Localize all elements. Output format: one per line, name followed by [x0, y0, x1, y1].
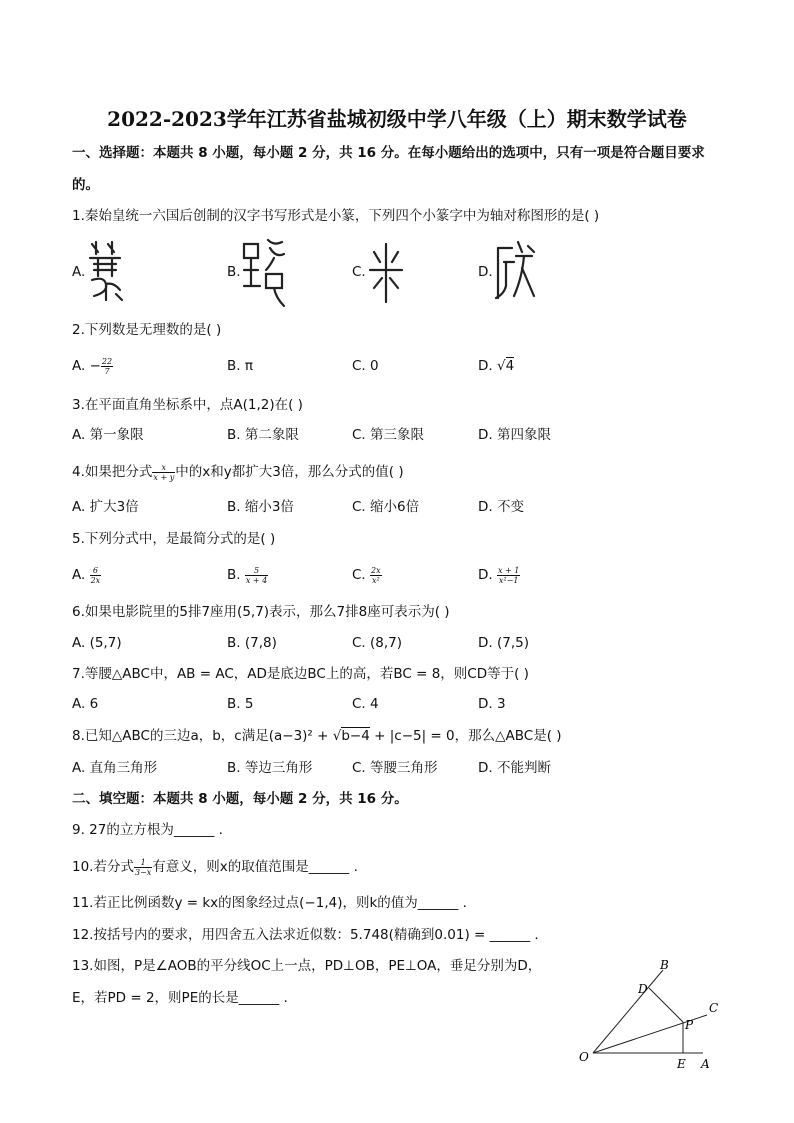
q8-option-d: D. 不能判断 — [478, 760, 551, 776]
q4-stem — [72, 462, 404, 482]
angle-bisector-figure — [575, 955, 725, 1075]
q4-option-b: B. 缩小3倍 — [227, 499, 294, 515]
q3-option-a: A. 第一象限 — [72, 427, 144, 443]
q5-option-b — [227, 565, 268, 585]
q5-option-b-label: B. — [227, 567, 241, 583]
q5-option-c-label: C. — [352, 567, 366, 583]
q5-option-c — [352, 565, 382, 585]
q1-stem: 1.秦始皇统一六国后创制的汉字书写形式是小篆，下列四个小篆字中为轴对称图形的是( ) — [72, 208, 600, 224]
sqrt-icon: √ — [496, 358, 506, 374]
fraction-numerator: 2x — [371, 565, 381, 575]
q1-option-b-label: B. — [227, 264, 241, 280]
q10-stem-post: 有意义，则x的取值范围是______ . — [152, 859, 358, 875]
q7-option-b: B. 5 — [227, 696, 254, 712]
seal-zhuan-icon — [86, 238, 126, 302]
q3-stem: 3.在平面直角坐标系中，点A(1,2)在( ) — [72, 397, 303, 413]
q4-stem-post: 中的x和y都扩大3倍，那么分式的值( ) — [175, 464, 404, 480]
fraction — [101, 357, 113, 376]
fraction-denominator: 2x — [90, 575, 101, 585]
q4-option-c: C. 缩小6倍 — [352, 499, 420, 515]
radicand: 4 — [505, 358, 515, 374]
fraction-denominator: x + y — [153, 472, 175, 482]
q8-option-c: C. 等腰三角形 — [352, 760, 438, 776]
section1-heading-line1: 一、选择题：本题共 8 小题，每小题 2 分，共 16 分。在每小题给出的选项中，只有一项是符合题目要求 — [72, 145, 705, 161]
q8-stem — [72, 726, 562, 746]
q11-stem: 11.若正比例函数y = kx的图象经过点(−1,4)，则k的值为______ . — [72, 895, 467, 911]
q7-stem: 7.等腰△ABC中，AB = AC，AD是底边BC上的高，若BC = 8，则CD等于( ) — [72, 666, 529, 682]
q5-stem: 5.下列分式中，是最简分式的是( ) — [72, 531, 276, 547]
radicand: b−4 — [341, 728, 370, 744]
section1-heading-line2: 的。 — [72, 177, 99, 193]
q4-option-a: A. 扩大3倍 — [72, 499, 139, 515]
q5-option-a-label: A. — [72, 567, 86, 583]
seal-lu-icon — [240, 236, 288, 308]
q4-option-d: D. 不变 — [478, 499, 524, 515]
label-o: O — [579, 1050, 589, 1064]
q6-option-d: D. (7,5) — [478, 635, 529, 651]
q13-stem-line1: 13.如图，P是∠AOB的平分线OC上一点，PD⊥OB，PE⊥OA，垂足分别为D， — [72, 958, 542, 974]
q8-stem-pre: 8.已知△ABC的三边a，b，c满足(a−3)² + — [72, 728, 333, 744]
seal-cheng-icon — [492, 238, 536, 304]
q2-option-d-prefix: D. — [478, 358, 497, 374]
fraction-denominator: x + 4 — [245, 575, 268, 585]
q6-option-b: B. (7,8) — [227, 635, 277, 651]
fraction — [245, 566, 268, 585]
q7-option-d: D. 3 — [478, 696, 506, 712]
ray-ob — [593, 970, 663, 1053]
q9-stem: 9. 27的立方根为______ . — [72, 822, 223, 838]
fraction-denominator: 7 — [104, 366, 110, 376]
fraction-numerator: 1 — [134, 858, 152, 868]
label-b: B — [660, 958, 669, 972]
fraction — [134, 858, 152, 877]
q7-option-c: C. 4 — [352, 696, 379, 712]
q2-option-a — [72, 356, 113, 376]
q6-option-c: C. (8,7) — [352, 635, 403, 651]
q6-stem: 6.如果电影院里的5排7座用(5,7)表示，那么7排8座可表示为( ) — [72, 604, 450, 620]
q2-option-d — [478, 356, 514, 376]
q2-option-c: C. 0 — [352, 358, 379, 374]
q5-option-a — [72, 565, 101, 585]
fraction-numerator: x — [152, 463, 175, 473]
q3-option-c: C. 第三象限 — [352, 427, 425, 443]
q7-option-a: A. 6 — [72, 696, 99, 712]
q8-option-b: B. 等边三角形 — [227, 760, 313, 776]
fraction — [497, 566, 520, 585]
fraction — [370, 566, 382, 585]
q1-option-a-label: A. — [72, 264, 86, 280]
fraction — [152, 463, 175, 482]
fraction-numerator: 5 — [245, 566, 268, 576]
q3-option-d: D. 第四象限 — [478, 427, 551, 443]
q10-stem — [72, 857, 358, 877]
segment-pd — [649, 988, 683, 1022]
seal-mi-icon — [366, 240, 406, 304]
section2-heading: 二、填空题：本题共 8 小题，每小题 2 分，共 16 分。 — [72, 791, 408, 807]
label-a: A — [701, 1057, 710, 1071]
q12-stem: 12.按括号内的要求，用四舍五入法求近似数：5.748(精确到0.01) = ______ . — [72, 927, 539, 943]
q2-option-b: B. π — [227, 358, 253, 374]
q8-stem-post: + |c−5| = 0，那么△ABC是( ) — [369, 728, 562, 744]
label-c: C — [709, 1001, 719, 1015]
sqrt-icon: √ — [332, 728, 342, 744]
q3-option-b: B. 第二象限 — [227, 427, 299, 443]
q5-option-d — [478, 565, 520, 585]
q2-stem: 2.下列数是无理数的是( ) — [72, 322, 222, 338]
q13-stem-line2: E，若PD = 2，则PE的长是______ . — [72, 990, 288, 1006]
fraction-numerator: 22 — [101, 356, 113, 366]
q4-stem-pre: 4.如果把分式 — [72, 464, 153, 480]
q1-option-c-label: C. — [352, 264, 366, 280]
q10-stem-pre: 10.若分式 — [72, 859, 134, 875]
q6-option-a: A. (5,7) — [72, 635, 122, 651]
fraction — [90, 566, 102, 585]
q8-option-a: A. 直角三角形 — [72, 760, 158, 776]
exam-title: 2022-2023学年江苏省盐城初级中学八年级（上）期末数学试卷 — [107, 107, 687, 131]
q2-option-a-prefix: A. − — [72, 358, 101, 374]
fraction-denominator: x² — [371, 575, 380, 585]
label-e: E — [677, 1057, 686, 1071]
q1-option-d-label: D. — [478, 264, 493, 280]
label-d: D — [638, 982, 648, 996]
fraction-denominator: x²−1 — [498, 575, 519, 585]
fraction-numerator: x + 1 — [497, 565, 520, 575]
fraction-numerator: 6 — [90, 566, 102, 576]
q5-option-d-label: D. — [478, 567, 493, 583]
label-p: P — [685, 1018, 694, 1032]
fraction-denominator: 3−x — [134, 867, 152, 877]
